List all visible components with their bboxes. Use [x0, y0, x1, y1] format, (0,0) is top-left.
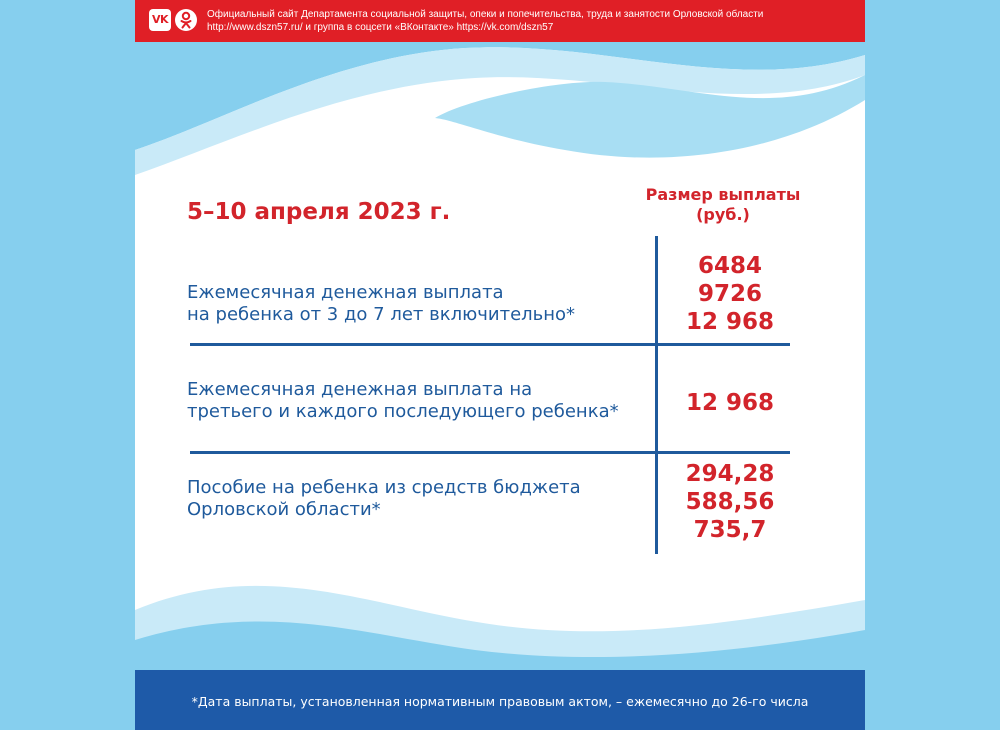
- column-header: [623, 185, 823, 225]
- column-header-line-1: Размер выплаты: [645, 185, 801, 204]
- row-values: [670, 389, 790, 417]
- row-label: [187, 282, 575, 326]
- payment-table: [135, 0, 865, 730]
- row-label-line: на ребенка от 3 до 7 лет включительно*: [187, 304, 576, 325]
- infographic-card: [135, 0, 865, 730]
- amount-value: 294,28: [685, 461, 775, 487]
- amount-value: 12 968: [685, 309, 775, 335]
- date-title: 5–10 апреля 2023 г.: [187, 199, 451, 225]
- amount-value: 6484: [697, 253, 762, 279]
- amount-value: 9726: [697, 281, 762, 307]
- row-label: [187, 379, 619, 423]
- row-label-line: Ежемесячная денежная выплата на: [187, 379, 533, 400]
- amount-value: 588,56: [685, 489, 775, 515]
- footer-note: *Дата выплаты, установленная нормативным правовым актом, – ежемесячно до 26-го числа: [191, 694, 809, 709]
- amount-value: 735,7: [693, 517, 767, 543]
- row-values: [670, 252, 790, 336]
- row-label-line: Ежемесячная денежная выплата: [187, 282, 504, 303]
- column-divider: [655, 236, 658, 554]
- row-divider: [190, 451, 790, 454]
- row-label-line: Орловской области*: [187, 499, 381, 520]
- row-label: [187, 477, 581, 521]
- header-line-1: Официальный сайт Департамента социальной защиты, опеки и попечительства, труда и занятости Орловской области: [207, 9, 764, 20]
- header-line-2[interactable]: http://www.dszn57.ru/ и группа в соцсети «ВКонтакте» https://vk.com/dszn57: [207, 22, 554, 33]
- row-label-line: третьего и каждого последующего ребенка*: [187, 401, 619, 422]
- row-label-line: Пособие на ребенка из средств бюджета: [187, 477, 581, 498]
- footer-banner: [135, 670, 865, 730]
- column-header-line-2: (руб.): [696, 205, 750, 224]
- vk-logo-icon[interactable]: VK: [149, 9, 171, 31]
- amount-value: 12 968: [685, 390, 775, 416]
- row-divider: [190, 343, 790, 346]
- row-values: [670, 460, 790, 544]
